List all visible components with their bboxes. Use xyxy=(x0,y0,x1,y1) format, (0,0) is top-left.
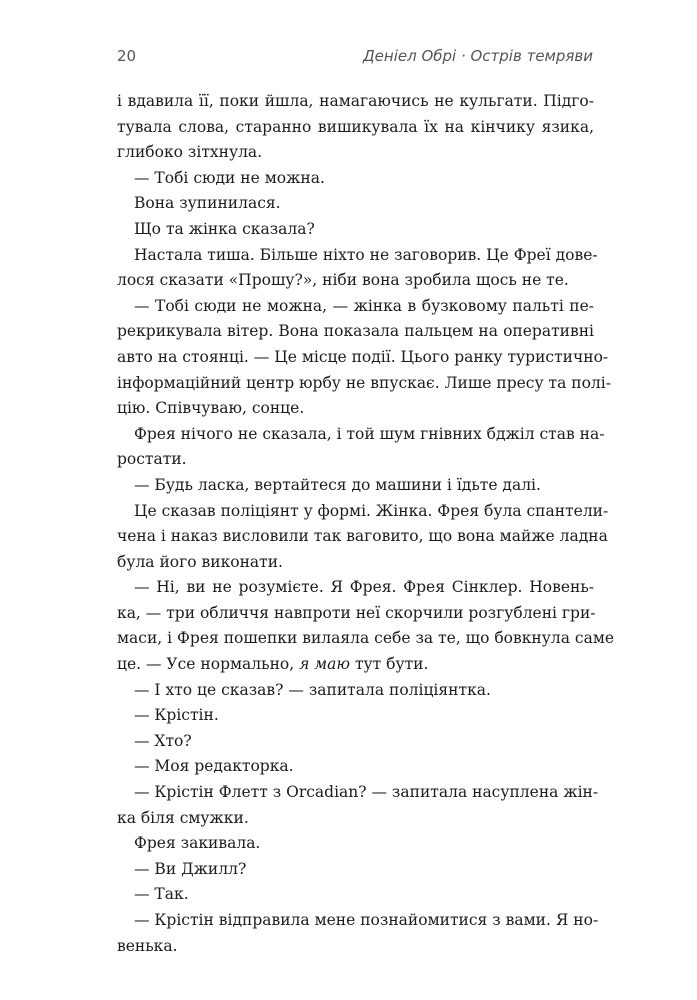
running-head: Деніел Обрі · Острів темряви xyxy=(362,47,593,65)
body-text xyxy=(117,89,615,959)
text-line: венька. xyxy=(117,936,178,955)
text-line: Настала тиша. Більше ніхто не заговорив. Це Фреї дове- xyxy=(134,245,598,264)
text-line: ка, — три обличчя навпроти неї скорчили розгублені гри- xyxy=(117,603,596,622)
emphasis-text: я маю xyxy=(299,655,351,674)
text-line: — Моя редакторка. xyxy=(134,757,294,776)
text-line: авто на стоянці. — Це місце події. Цього ранку туристично- xyxy=(117,347,609,366)
text-segment: тут бути. xyxy=(350,655,429,674)
text-line: ка біля смужки. xyxy=(117,808,249,827)
page-number: 20 xyxy=(117,47,137,65)
text-line: — Крістін відправила мене познайомитися з вами. Я но- xyxy=(134,911,599,929)
text-line: глибоко зітхнула. xyxy=(117,143,263,162)
text-line: інформаційний центр юрбу не впускає. Лише пресу та полі- xyxy=(117,373,611,392)
text-line: — Так. xyxy=(134,885,189,904)
text-line: тувала слова, старанно вишикувала їх на кінчику язика, xyxy=(117,117,594,136)
text-line: Вона зупинилася. xyxy=(134,194,281,213)
page-header xyxy=(117,47,593,69)
text-line: лося сказати «Прошу?», ніби вона зробила щось не те. xyxy=(117,271,569,290)
text-line: — Тобі сюди не можна. xyxy=(134,168,325,187)
text-line: — Ви Джилл? xyxy=(134,859,247,878)
text-line: — Крістін. xyxy=(134,706,219,725)
text-line: цію. Співчуваю, сонце. xyxy=(117,399,305,418)
text-line: Це сказав поліціянт у формі. Жінка. Фрея була спантели- xyxy=(134,501,609,520)
text-line: чена і наказ висловили так ваговито, що вона майже ладна xyxy=(117,527,608,546)
text-line: маси, і Фрея пошепки вилаяла себе за те, що бовкнула саме xyxy=(117,629,615,648)
text-line: — Хто? xyxy=(134,731,192,750)
text-line: — Крістін Флетт з Orcadian? — запитала насуплена жін- xyxy=(134,783,599,802)
text-line: Що та жінка сказала? xyxy=(134,219,315,238)
text-segment: це. — Усе нормально, xyxy=(117,655,300,674)
text-line: Фрея закивала. xyxy=(134,834,261,853)
text-line: рекрикувала вітер. Вона показала пальцем на оперативні xyxy=(117,322,594,341)
text-line xyxy=(117,652,594,678)
text-line: — Тобі сюди не можна, — жінка в бузковому пальті пе- xyxy=(134,296,594,315)
text-line: — Будь ласка, вертайтеся до машини і їдьте далі. xyxy=(134,475,541,494)
text-line: була його виконати. xyxy=(117,552,283,571)
text-line: — Ні, ви не розумієте. Я Фрея. Фрея Сінклер. Новень- xyxy=(134,578,594,597)
text-line: і вдавила її, поки йшла, намагаючись не кульгати. Підго- xyxy=(117,92,594,110)
text-line: ростати. xyxy=(117,450,187,469)
text-line: — І хто це сказав? — запитала поліціянтка. xyxy=(134,680,491,699)
text-line: Фрея нічого не сказала, і той шум гнівних бджіл став на- xyxy=(134,424,605,443)
